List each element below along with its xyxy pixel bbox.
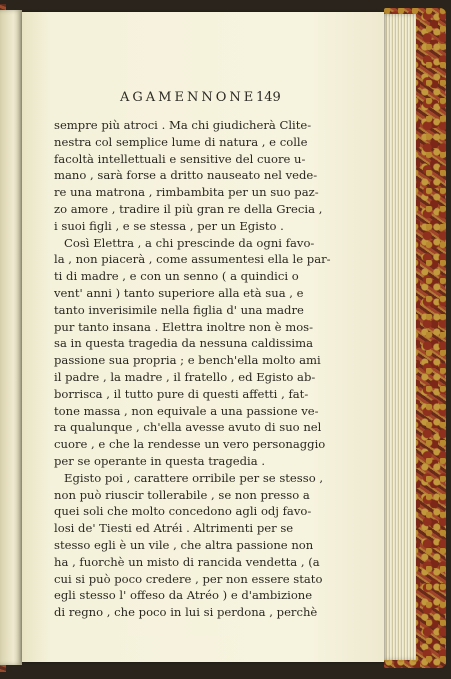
text-line: sa in questa tragedia da nessuna caldissima [54,336,314,351]
text-line: i suoi figli , e se stessa , per un Egisto . [54,218,284,233]
text-line: per se operante in questa tragedia . [54,453,266,468]
text-line: losi de' Tiesti ed Atréi . Altrimenti per se [54,521,294,536]
text-line: ti di madre , e con un senno ( a quindici o [54,269,299,284]
text-line: facoltà intellettuali e sensitive del cuore u- [54,151,306,166]
text-line: egli stesso l' offeso da Atréo ) e d'ambizione [54,588,313,603]
text-line: tanto inverisimile nella figlia d' una madre [54,302,304,317]
text-line: zo amore , tradire il più gran re della Grecia , [54,201,323,216]
text-line: tone massa , non equivale a una passione ve- [54,403,319,418]
text-line: vent' anni ) tanto superiore alla età sua , e [54,285,304,300]
text-line: Così Elettra , a chi prescinde da ogni favo- [64,235,315,250]
text-line: pur tanto insana . Elettra inoltre non è mos- [54,319,314,334]
text-line: cuore , e che la rendesse un vero personaggio [54,437,326,452]
page-fore-edge [382,14,416,660]
text-line: borrisca , il tutto pure di questi affetti , fat- [54,386,309,401]
text-line: la , non piacerà , come assumentesi ella le par- [54,252,331,267]
text-line: mano , sarà forse a dritto nauseato nel vede- [54,168,318,183]
text-line: il padre , la madre , il fratello , ed Egisto ab- [54,369,316,384]
text-line: quei soli che molto concedono agli odj favo- [54,504,312,519]
text-line: sempre più atroci . Ma chi giudicherà Clite- [54,118,312,132]
running-title: AGAMENNONE [120,90,257,105]
text-line: di regno , che poco in lui si perdona , perchè [54,605,318,620]
text-line: non può riuscir tollerabile , se non presso a [54,487,310,502]
facing-page-sliver [0,10,22,665]
text-line: stesso egli è un vile , che altra passione non [54,537,314,552]
body-text [54,117,331,621]
text-line: nestra col semplice lume di natura , e colle [54,134,308,149]
text-line: passione sua propria ; e bench'ella molto ami [54,353,321,368]
text-line: Egisto poi , carattere orribile per se stesso , [64,470,324,485]
page-number: 149 [256,90,281,105]
text-line: ha , fuorchè un misto di rancida vendetta , (a [54,554,320,569]
text-line: cui si può poco credere , per non essere stato [54,571,323,586]
text-line: re una matrona , rimbambita per un suo paz- [54,185,319,200]
text-line: ra qualunque , ch'ella avesse avuto di suo nel [54,420,322,435]
